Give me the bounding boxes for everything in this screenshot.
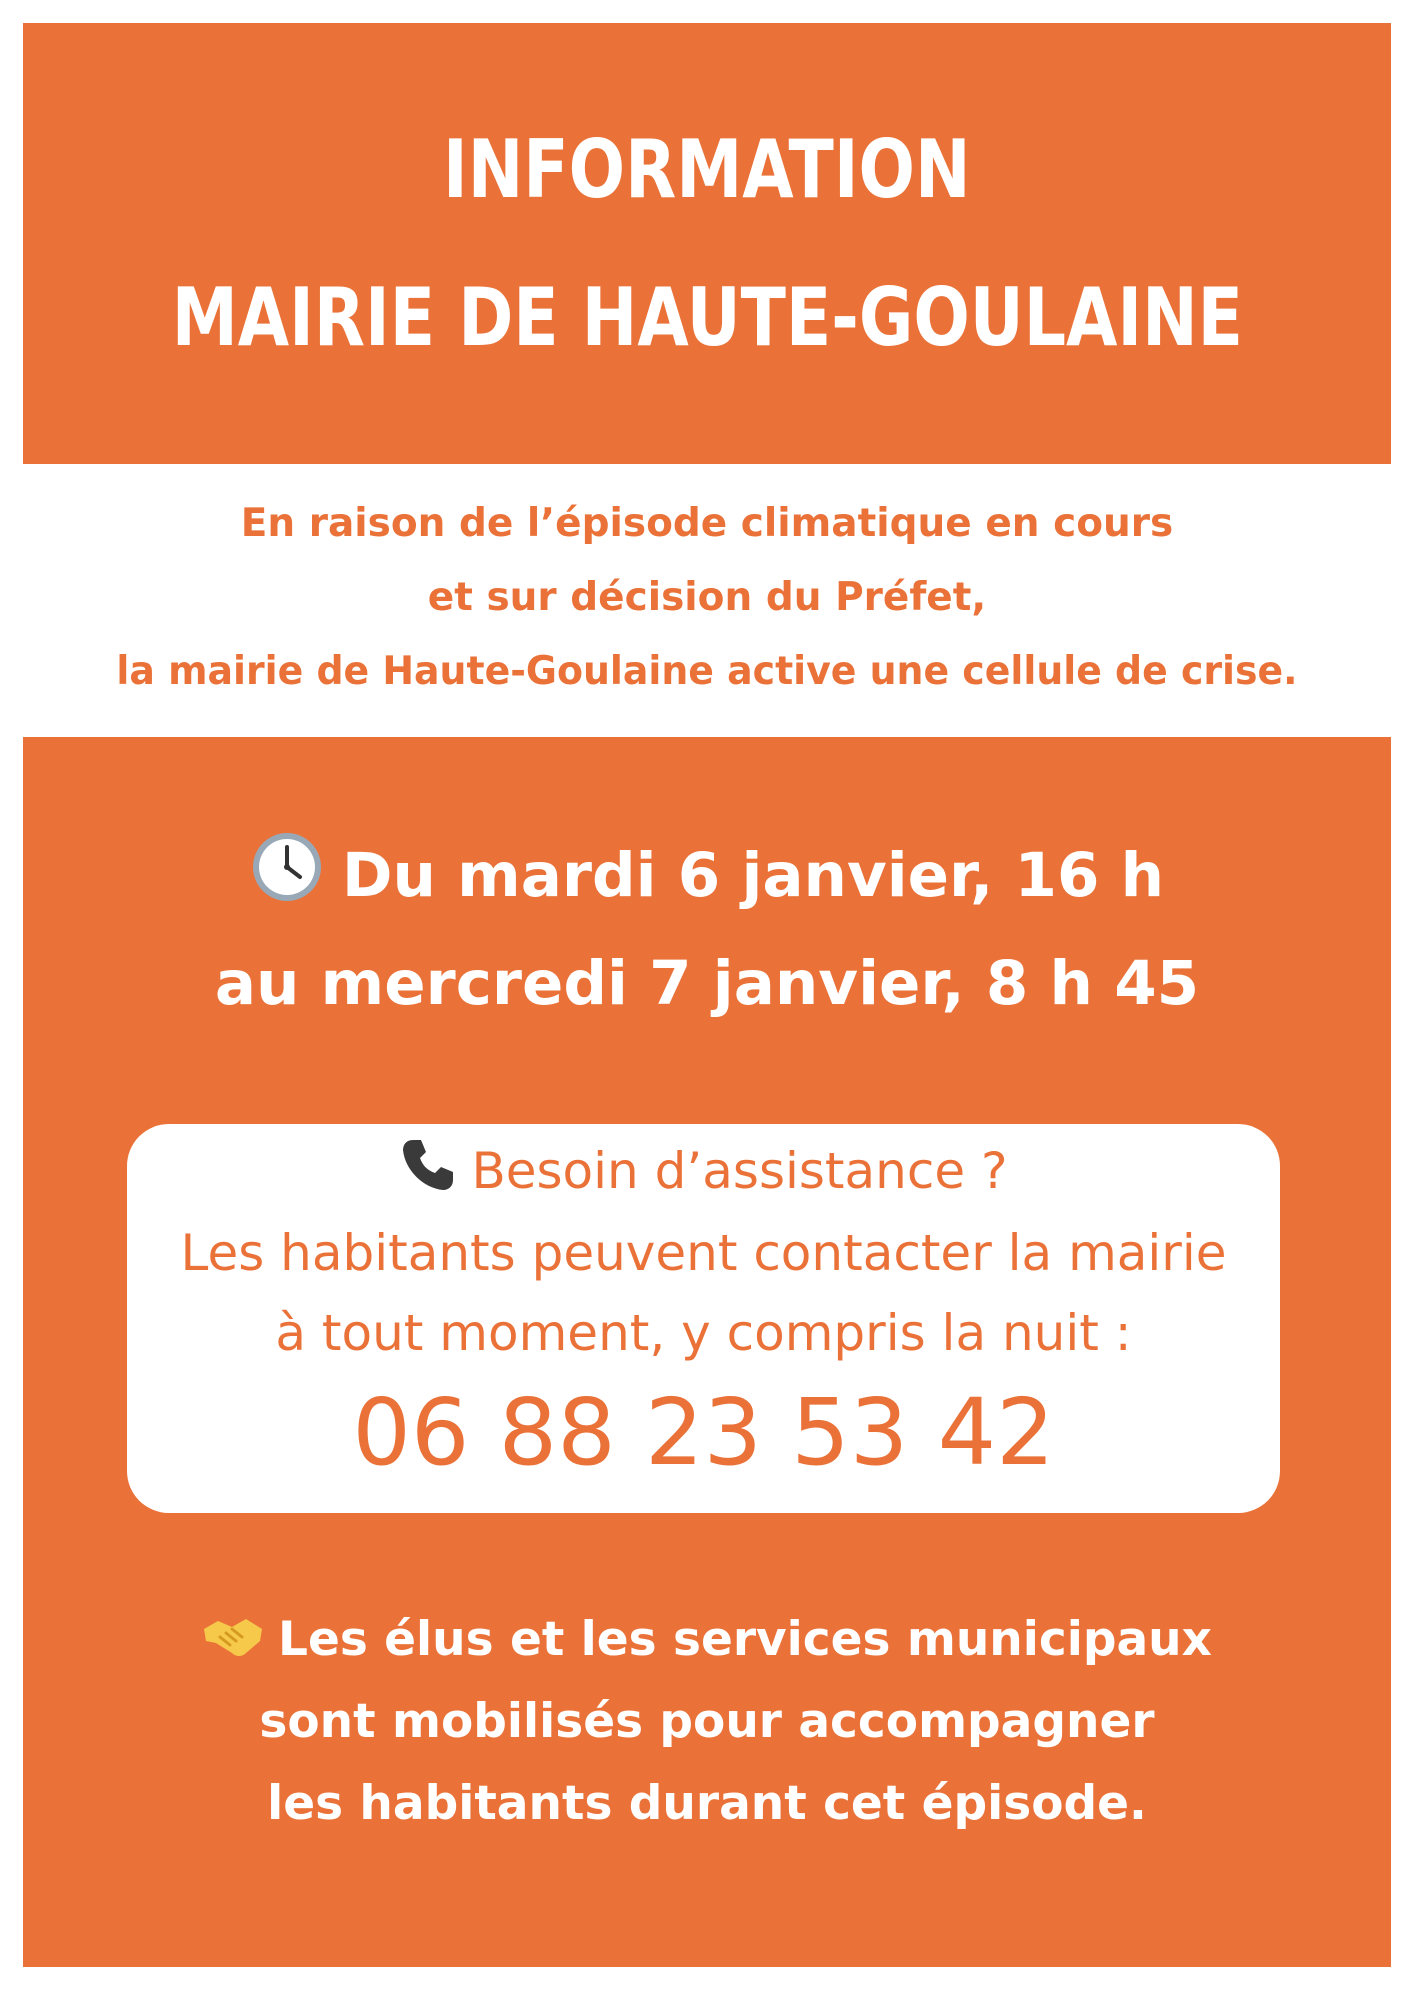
crisis-dates xyxy=(23,822,1391,1038)
intro-line: la mairie de Haute-Goulaine active une cellule de crise. xyxy=(116,649,1298,694)
header-subtitle: MAIRIE DE HAUTE-GOULAINE xyxy=(171,270,1243,364)
assistance-question: Besoin d’assistance ? xyxy=(471,1142,1008,1200)
closing-text xyxy=(23,1599,1391,1845)
contact-box xyxy=(127,1124,1280,1513)
main-panel xyxy=(23,737,1391,1967)
closing-line-3: les habitants durant cet épisode. xyxy=(267,1776,1147,1831)
header-title: INFORMATION xyxy=(443,122,971,216)
clock-icon xyxy=(250,830,324,904)
dates-line xyxy=(23,822,1391,930)
closing-line xyxy=(23,1599,1391,1681)
contact-heading xyxy=(127,1136,1280,1204)
dates-start: Du mardi 6 janvier, 16 h xyxy=(341,840,1165,911)
handshake-icon xyxy=(202,1611,264,1661)
phone-icon xyxy=(399,1136,457,1194)
contact-line: Les habitants peuvent contacter la mairie xyxy=(180,1224,1227,1282)
intro-line: et sur décision du Préfet, xyxy=(427,575,987,620)
closing-line-2: sont mobilisés pour accompagner xyxy=(259,1694,1155,1749)
intro-text xyxy=(0,487,1414,709)
phone-number: 06 88 23 53 42 xyxy=(352,1379,1055,1486)
intro-line: En raison de l’épisode climatique en cours xyxy=(240,501,1174,546)
closing-line-1: Les élus et les services municipaux xyxy=(278,1612,1212,1667)
dates-end: au mercredi 7 janvier, 8 h 45 xyxy=(214,948,1200,1019)
contact-line: à tout moment, y compris la nuit : xyxy=(275,1304,1132,1362)
header-banner xyxy=(23,23,1391,464)
